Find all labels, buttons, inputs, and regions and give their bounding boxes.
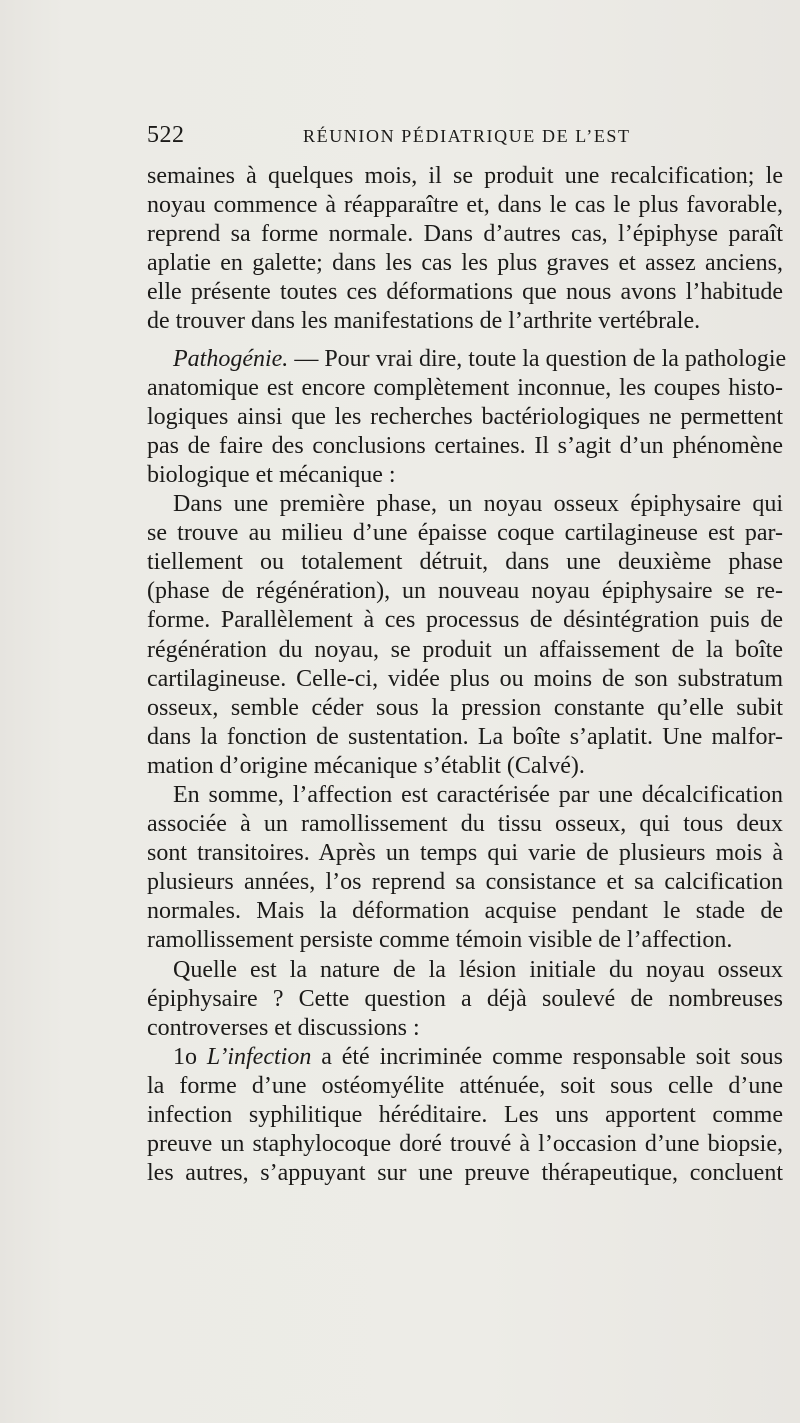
text-line: preuve un staphylocoque doré trouvé à l’occasion d’une biopsie, [147, 1131, 783, 1158]
text-line: forme. Parallèlement à ces processus de désintégration puis de [147, 607, 783, 634]
text-line: dans la fonction de sustentation. La boîte s’aplatit. Une malfor- [147, 723, 783, 750]
text-line: normales. Mais la déformation acquise pendant le stade de [147, 898, 783, 925]
text-run: — Pour vrai dire, toute la question de la pathologie [288, 345, 787, 372]
text-line: elle présente toutes ces déformations que nous avons l’habitude [147, 279, 783, 306]
section-heading: Pathogénie. [173, 345, 289, 372]
text-line: cartilagineuse. Celle-ci, vidée plus ou moins de son substratum [147, 665, 783, 692]
text-line: épiphysaire ? Cette question a déjà soulevé de nombreuses [147, 985, 783, 1012]
text-line: Quelle est la nature de la lésion initiale du noyau osseux [173, 956, 783, 983]
list-number: 1o [173, 1043, 197, 1070]
page-number: 522 [147, 122, 185, 148]
text-line: controverses et discussions : [147, 1014, 420, 1041]
text-line: tiellement ou totalement détruit, dans une deuxième phase [147, 549, 783, 576]
paragraph [147, 490, 783, 781]
text-line: semaines à quelques mois, il se produit une recalcification; le [147, 163, 783, 189]
text-line: anatomique est encore complètement inconnue, les coupes histo- [147, 374, 783, 401]
text-line: Dans une première phase, un noyau osseux épiphysaire qui [173, 491, 783, 518]
text-line: logiques ainsi que les recherches bactériologiques ne permettent [147, 403, 783, 430]
text-line: biologique et mécanique : [147, 461, 396, 488]
text-line [147, 1043, 783, 1072]
paragraph [147, 162, 783, 337]
body-text [147, 162, 787, 1188]
running-head: RÉUNION PÉDIATRIQUE DE L’EST [303, 126, 631, 146]
text-line: régénération du noyau, se produit un affaissement de la boîte [147, 636, 783, 663]
text-line: aplatie en galette; dans les cas les plus graves et assez anciens, [147, 250, 783, 277]
text-line: se trouve au milieu d’une épaisse coque cartilagineuse est par- [147, 520, 783, 547]
text-line: associée à un ramollissement du tissu osseux, qui tous deux [147, 811, 783, 838]
text-line [147, 345, 787, 374]
text-line: (phase de régénération), un nouveau noyau épiphysaire se re- [147, 578, 783, 605]
paragraph-gap [147, 337, 783, 345]
paragraph [147, 781, 783, 956]
text-line: pas de faire des conclusions certaines. Il s’agit d’un phénomène [147, 432, 783, 459]
text-line: noyau commence à réapparaître et, dans le cas le plus favorable, [147, 192, 783, 219]
text-line: reprend sa forme normale. Dans d’autres cas, l’épiphyse paraît [147, 221, 783, 248]
text-line: ramollissement persiste comme témoin visible de l’affection. [147, 927, 733, 954]
paragraph-pathogenie [147, 345, 787, 490]
text-line: mation d’origine mécanique s’établit (Calvé). [147, 752, 585, 779]
text-line: les autres, s’appuyant sur une preuve thérapeutique, concluent [147, 1160, 783, 1187]
text-line: la forme d’une ostéomyélite atténuée, soit sous celle d’une [147, 1072, 783, 1099]
text-line: En somme, l’affection est caractérisée par une décalcification [173, 781, 783, 808]
text-line: de trouver dans les manifestations de l’arthrite vertébrale. [147, 308, 701, 335]
page-header [147, 122, 647, 152]
text-line: plusieurs années, l’os reprend sa consistance et sa calcification [147, 869, 783, 896]
text-line: osseux, semble céder sous la pression constante qu’elle subit [147, 694, 783, 721]
paragraph [147, 956, 783, 1043]
text-run: a été incriminée comme responsable soit sous [311, 1043, 784, 1070]
italic-term: L’infection [206, 1043, 312, 1070]
text-line: infection syphilitique héréditaire. Les uns apportent comme [147, 1102, 783, 1128]
paragraph-infection [147, 1043, 783, 1188]
text-line: sont transitoires. Après un temps qui varie de plusieurs mois à [147, 840, 783, 867]
